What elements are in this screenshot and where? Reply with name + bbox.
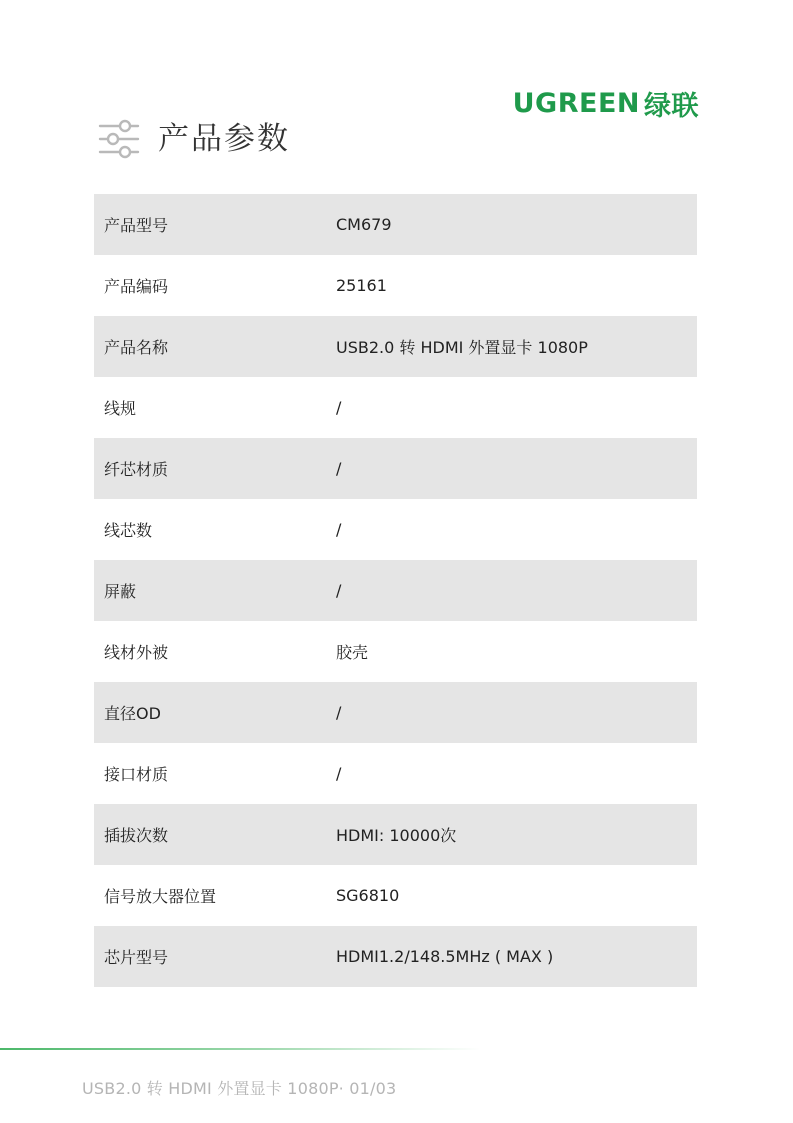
spec-value: 25161: [336, 276, 387, 295]
spec-value: SG6810: [336, 886, 400, 905]
spec-row: [94, 377, 697, 438]
spec-label: 屏蔽: [104, 582, 137, 601]
spec-label: 直径OD: [104, 704, 161, 723]
spec-label: 线规: [104, 399, 137, 418]
spec-value: HDMI: 10000次: [336, 826, 457, 845]
brand-name-cn: 绿联: [644, 91, 699, 122]
spec-row: [94, 438, 697, 499]
spec-label: 产品编码: [104, 277, 169, 296]
spec-label: 产品名称: [104, 338, 169, 357]
spec-row: [94, 316, 697, 377]
brand-logo: [513, 84, 699, 123]
spec-row: [94, 499, 697, 560]
spec-value: /: [336, 398, 342, 417]
spec-row: [94, 804, 697, 865]
spec-row: [94, 926, 697, 987]
spec-label: 产品型号: [104, 216, 169, 235]
spec-table: [94, 194, 697, 987]
footer-divider: [0, 1048, 480, 1050]
spec-row: [94, 743, 697, 804]
spec-value: /: [336, 520, 342, 539]
spec-label: 接口材质: [104, 765, 169, 784]
spec-row: [94, 255, 697, 316]
spec-label: 芯片型号: [104, 948, 169, 967]
section-title: 产品参数: [158, 120, 290, 157]
spec-value: HDMI1.2/148.5MHz ( MAX ): [336, 947, 554, 966]
spec-value: /: [336, 581, 342, 600]
spec-label: 线芯数: [104, 521, 153, 540]
spec-value: USB2.0 转 HDMI 外置显卡 1080P: [336, 338, 588, 357]
spec-row: [94, 560, 697, 621]
spec-value: 胶壳: [336, 643, 369, 662]
spec-row: [94, 865, 697, 926]
spec-row: [94, 194, 697, 255]
spec-label: 线材外被: [104, 643, 169, 662]
spec-row: [94, 621, 697, 682]
sliders-icon: [98, 118, 140, 160]
brand-name: UGREEN: [512, 88, 640, 119]
spec-value: /: [336, 703, 342, 722]
spec-label: 插拔次数: [104, 826, 169, 845]
spec-value: CM679: [336, 215, 392, 234]
spec-value: /: [336, 459, 342, 478]
spec-label: 信号放大器位置: [104, 887, 217, 906]
spec-value: /: [336, 764, 342, 783]
footer-text: USB2.0 转 HDMI 外置显卡 1080P· 01/03: [82, 1079, 397, 1098]
spec-row: [94, 682, 697, 743]
spec-label: 纤芯材质: [104, 460, 169, 479]
section-header: [98, 118, 290, 160]
